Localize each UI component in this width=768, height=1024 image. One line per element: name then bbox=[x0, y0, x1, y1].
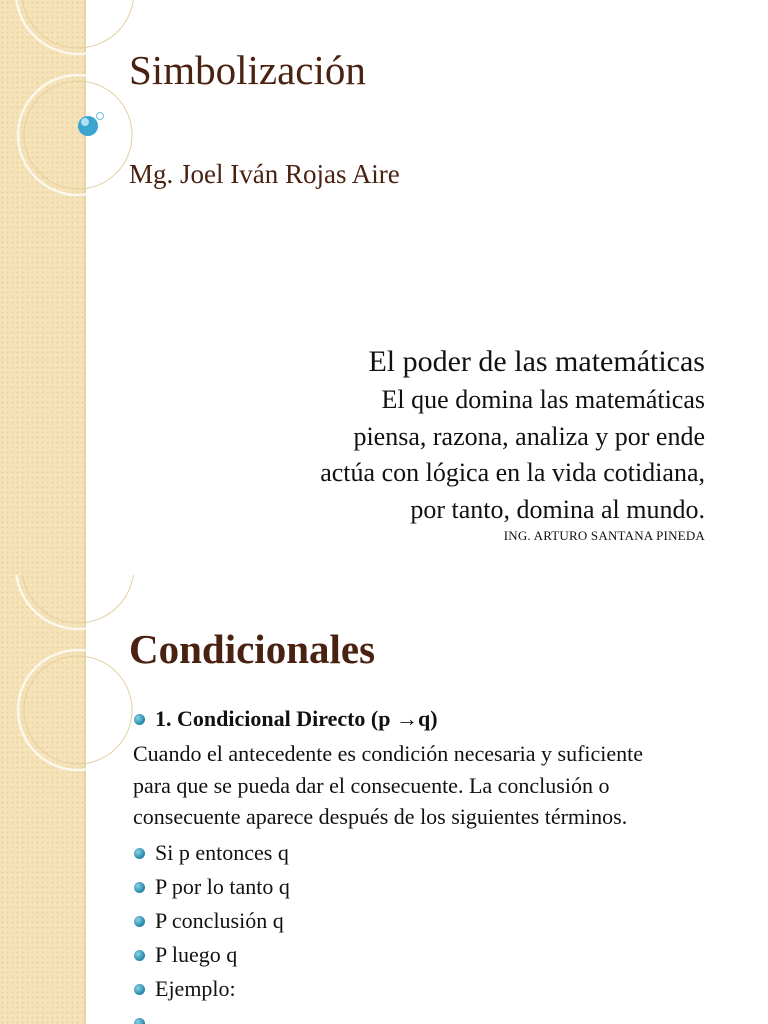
bullet-icon bbox=[134, 848, 145, 859]
list-item bbox=[133, 938, 753, 972]
quote-line: piensa, razona, analiza y por ende bbox=[353, 421, 705, 451]
quote-title: El poder de las matemáticas bbox=[368, 345, 705, 378]
bullet-icon bbox=[134, 984, 145, 995]
slide-body bbox=[133, 702, 753, 1006]
bullet-icon bbox=[134, 714, 145, 725]
list-item-text: P luego q bbox=[155, 941, 238, 967]
author-name: Mg. Joel Iván Rojas Aire bbox=[129, 159, 400, 189]
quote-block bbox=[205, 342, 705, 543]
list-item bbox=[133, 702, 753, 736]
quote-line: por tanto, domina al mundo. bbox=[410, 494, 705, 524]
list-item-text: Si p entonces q bbox=[155, 839, 289, 865]
paragraph-line: Cuando el antecedente es condición necesaria y suficiente bbox=[133, 741, 644, 766]
list-item-text: P por lo tanto q bbox=[155, 873, 290, 899]
list-item bbox=[133, 836, 753, 870]
paragraph-line: para que se pueda dar el consecuente. La conclusión o bbox=[133, 772, 610, 798]
slide-condicionales bbox=[0, 575, 768, 1024]
quote-attribution: ING. ARTURO SANTANA PINEDA bbox=[503, 528, 705, 543]
section-title: Condicionales bbox=[129, 626, 376, 672]
paragraph-line: consecuente aparece después de los siguientes términos. bbox=[133, 804, 628, 829]
blue-orb-icon bbox=[78, 116, 98, 136]
list-item-text: Ejemplo: bbox=[155, 975, 236, 1001]
list-item-text: P conclusión q bbox=[155, 907, 284, 933]
list-item bbox=[133, 904, 753, 938]
list-item-text: 1. Condicional Directo (p →q) bbox=[155, 706, 438, 731]
description-paragraph bbox=[133, 738, 753, 833]
bullet-icon bbox=[134, 882, 145, 893]
slide-title-text: Simbolización bbox=[129, 47, 366, 93]
bullet-icon bbox=[134, 950, 145, 961]
list-item bbox=[133, 972, 753, 1006]
quote-line: El que domina las matemáticas bbox=[381, 385, 705, 414]
quote-line: actúa con lógica en la vida cotidiana, bbox=[320, 458, 705, 487]
list-item bbox=[133, 870, 753, 904]
bullet-icon bbox=[134, 916, 145, 927]
